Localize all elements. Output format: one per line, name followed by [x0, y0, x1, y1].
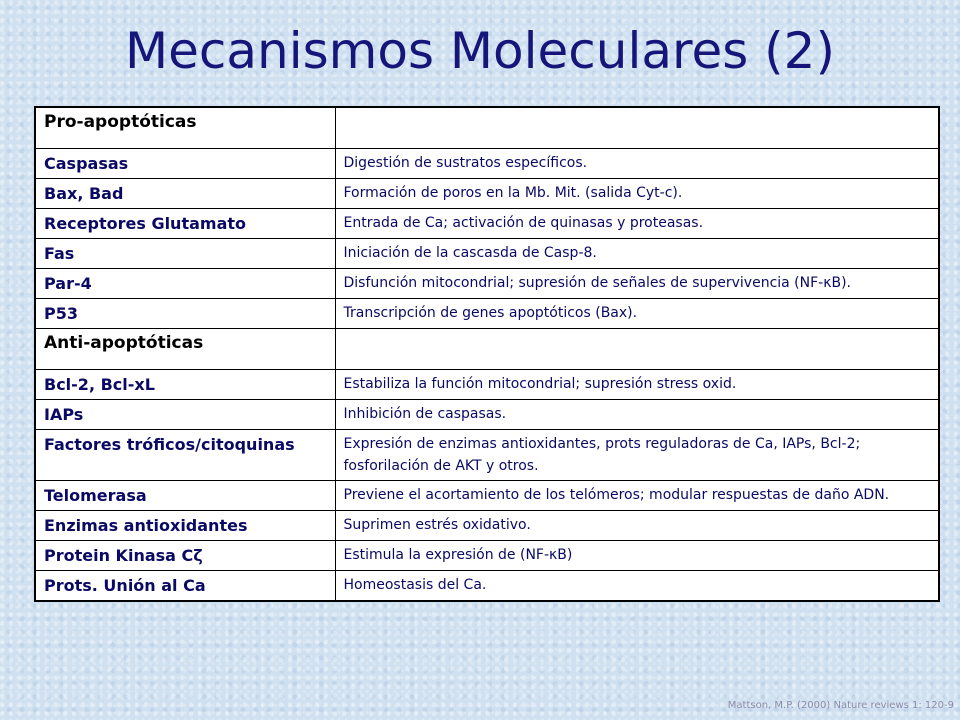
table-row [35, 179, 939, 209]
mechanism-cell: Previene el acortamiento de los telómeros; modular respuestas de daño ADN. [335, 481, 939, 511]
section-title-pro: Pro-apoptóticas [35, 107, 335, 149]
molecule-cell: Bcl-2, Bcl-xL [35, 370, 335, 400]
table-row [35, 239, 939, 269]
molecule-cell: P53 [35, 299, 335, 329]
section-title-anti: Anti-apoptóticas [35, 329, 335, 370]
molecule-cell: Enzimas antioxidantes [35, 511, 335, 541]
molecule-cell: Telomerasa [35, 481, 335, 511]
molecule-cell: Prots. Unión al Ca [35, 571, 335, 602]
mechanism-cell: Iniciación de la cascasda de Casp-8. [335, 239, 939, 269]
mechanisms-table [34, 106, 940, 602]
mechanism-cell: Homeostasis del Ca. [335, 571, 939, 602]
table-row [35, 571, 939, 602]
mechanism-cell: Estimula la expresión de (NF-κB) [335, 541, 939, 571]
table-row [35, 541, 939, 571]
molecule-cell: IAPs [35, 400, 335, 430]
section-header-row [35, 329, 939, 370]
mechanism-cell: Transcripción de genes apoptóticos (Bax). [335, 299, 939, 329]
molecule-cell: Bax, Bad [35, 179, 335, 209]
table-row [35, 269, 939, 299]
table-row [35, 481, 939, 511]
molecule-cell: Protein Kinasa Cζ [35, 541, 335, 571]
mechanism-cell: Suprimen estrés oxidativo. [335, 511, 939, 541]
table-row [35, 430, 939, 481]
table-row [35, 149, 939, 179]
table-row [35, 299, 939, 329]
molecule-cell: Par-4 [35, 269, 335, 299]
mechanism-cell: Entrada de Ca; activación de quinasas y proteasas. [335, 209, 939, 239]
citation: Mattson, M.P. (2000) Nature reviews 1: 120-9 [727, 700, 954, 711]
mechanism-cell: Disfunción mitocondrial; supresión de señales de supervivencia (NF-κB). [335, 269, 939, 299]
table-row [35, 511, 939, 541]
page-title: Mecanismos Moleculares (2) [125, 22, 835, 80]
table-row [35, 209, 939, 239]
molecule-cell: Fas [35, 239, 335, 269]
mechanism-cell: Formación de poros en la Mb. Mit. (salida Cyt-c). [335, 179, 939, 209]
table-row [35, 400, 939, 430]
molecule-cell: Receptores Glutamato [35, 209, 335, 239]
section-header-row [35, 107, 939, 149]
molecule-cell: Factores tróficos/citoquinas [35, 430, 335, 481]
mechanism-cell: Expresión de enzimas antioxidantes, prots reguladoras de Ca, IAPs, Bcl-2; fosforilación de AKT y otros. [335, 430, 939, 481]
section-empty-cell [335, 107, 939, 149]
molecule-cell: Caspasas [35, 149, 335, 179]
section-empty-cell [335, 329, 939, 370]
mechanism-cell: Digestión de sustratos específicos. [335, 149, 939, 179]
mechanism-cell: Estabiliza la función mitocondrial; supresión stress oxid. [335, 370, 939, 400]
mechanism-cell: Inhibición de caspasas. [335, 400, 939, 430]
table-row [35, 370, 939, 400]
